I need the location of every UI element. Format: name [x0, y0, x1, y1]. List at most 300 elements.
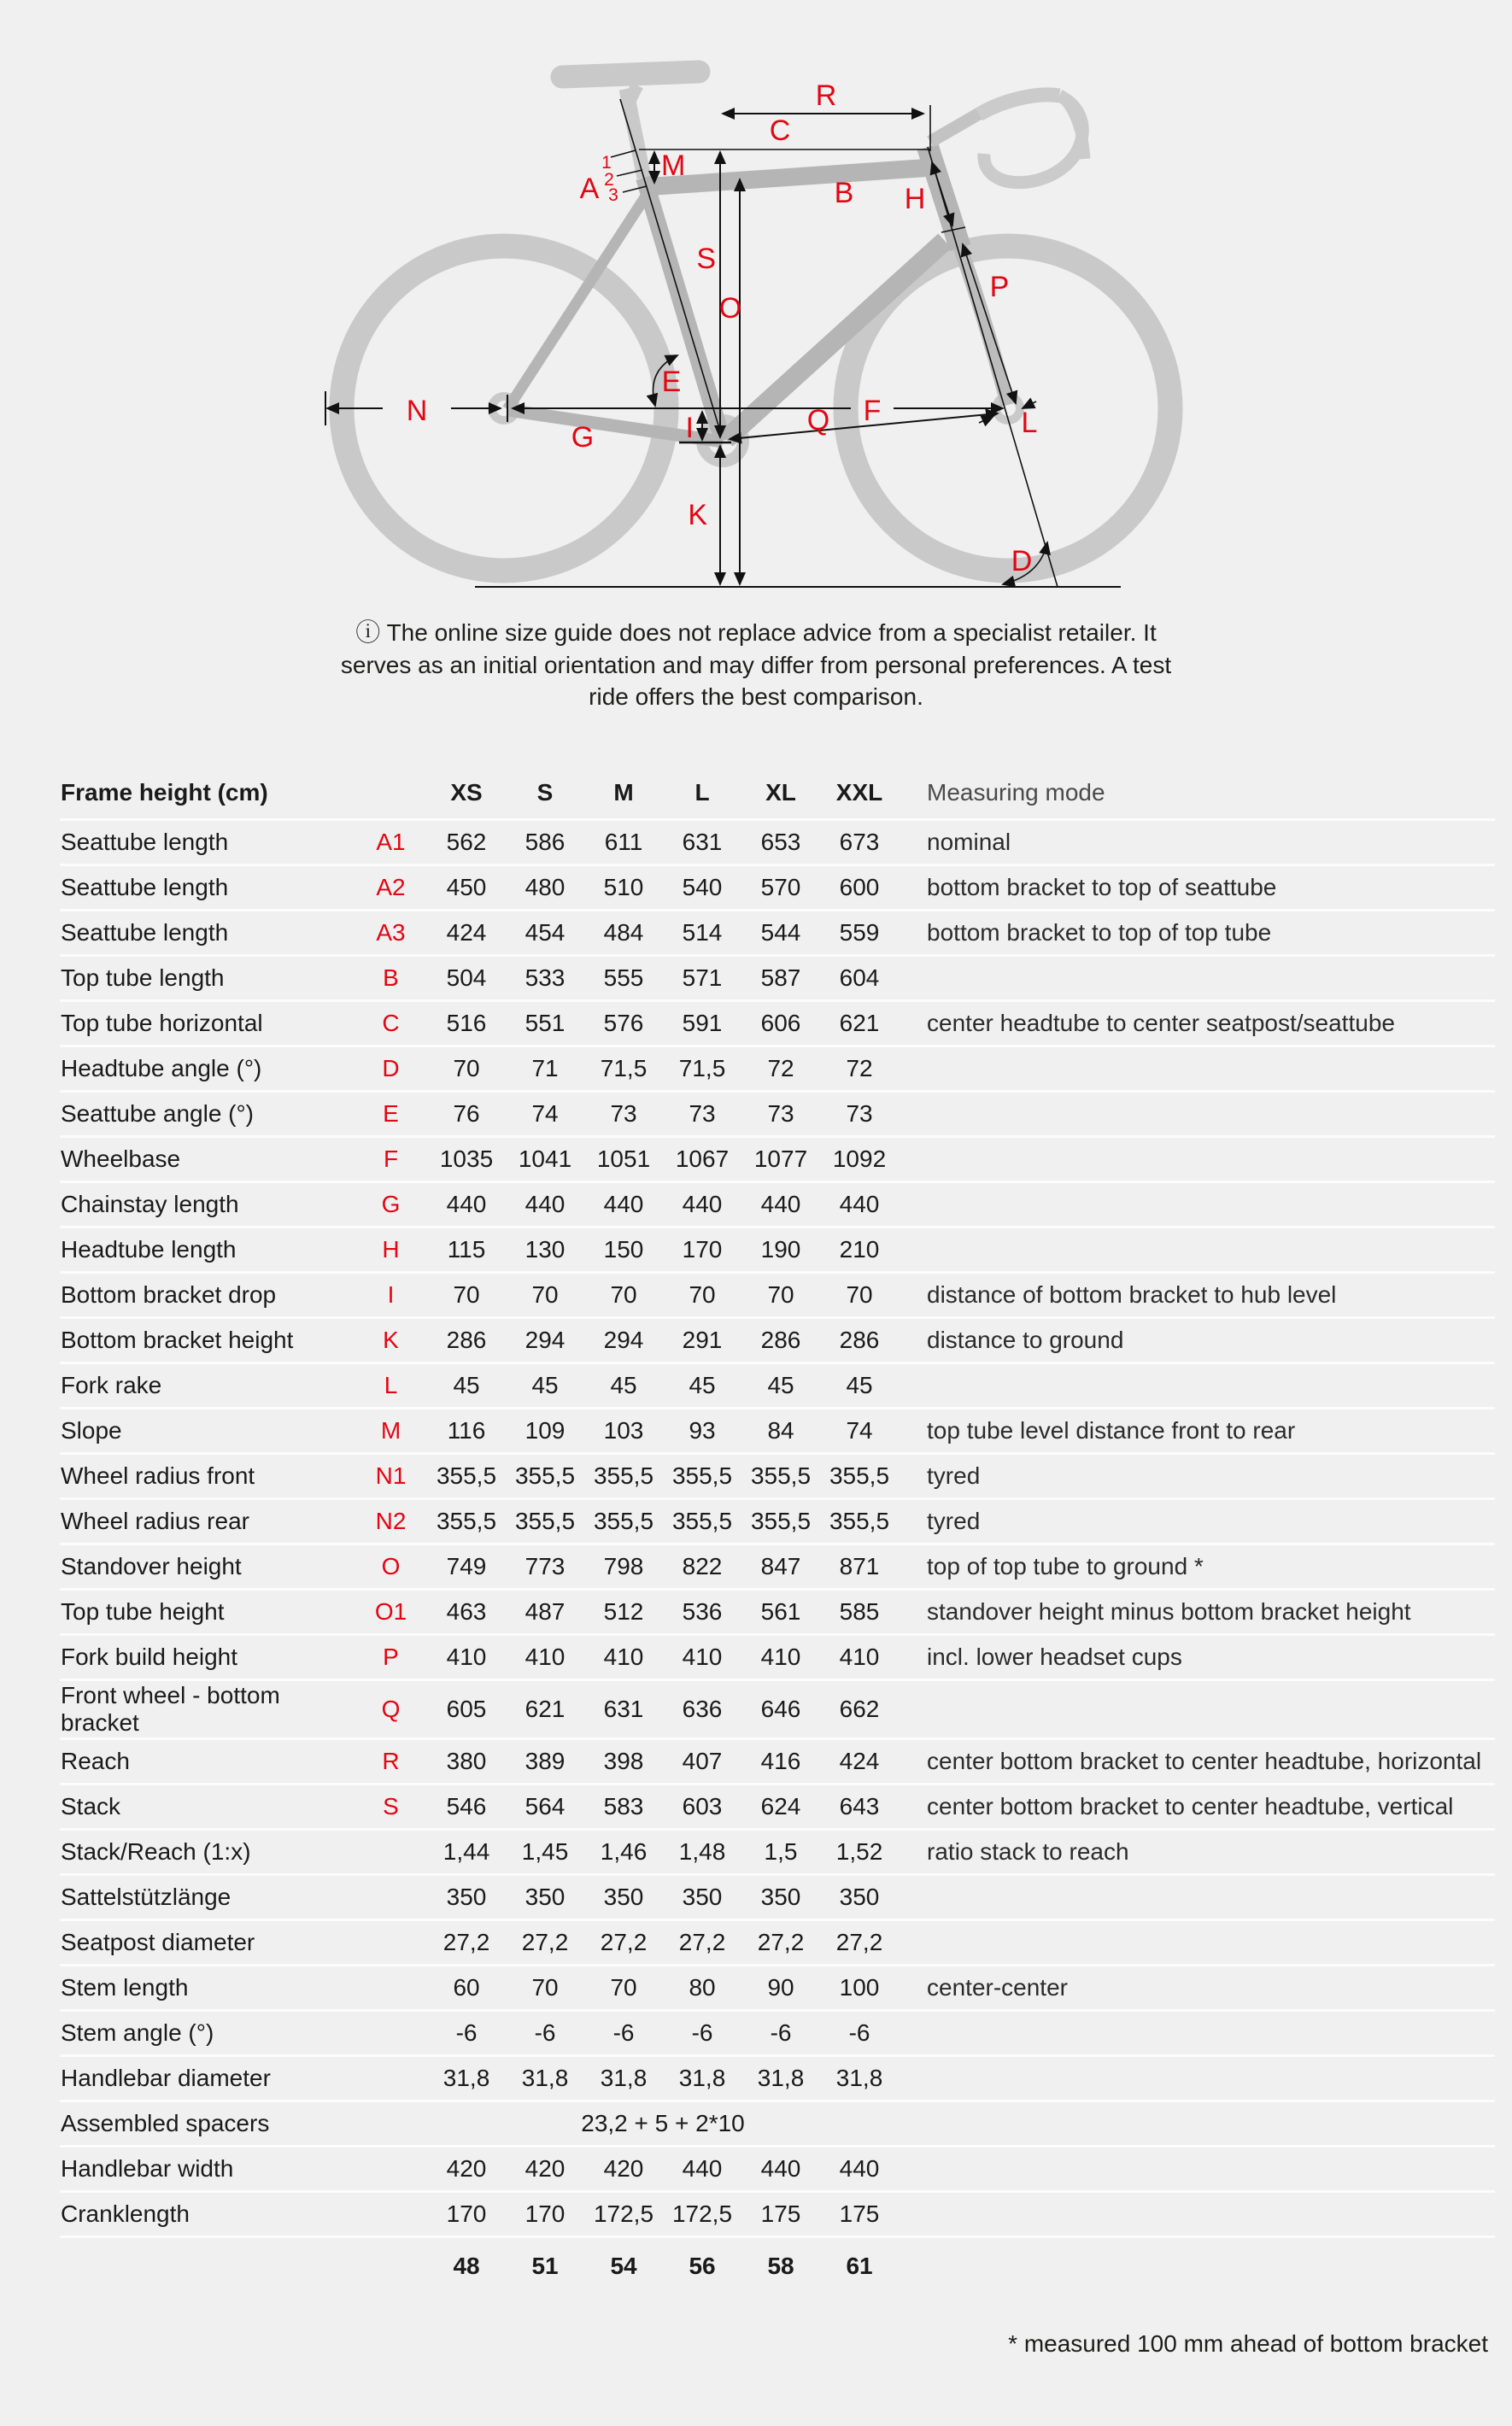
footer-empty-code — [355, 2237, 427, 2295]
row-value: 355,5 — [514, 1462, 576, 1489]
row-value: 355,5 — [436, 1462, 497, 1489]
row-value: 600 — [839, 874, 880, 900]
row-measuring-mode — [899, 956, 1495, 1001]
row-value: 514 — [682, 919, 723, 946]
row-value: 822 — [682, 1553, 723, 1579]
row-label: Wheel radius front — [61, 1462, 255, 1489]
info-icon: ⓘ — [355, 619, 381, 647]
row-value: -6 — [691, 2019, 713, 2046]
table-row — [60, 1920, 1495, 1966]
row-value: 749 — [446, 1553, 487, 1579]
row-value: 440 — [446, 1191, 487, 1217]
row-label: Slope — [61, 1417, 122, 1444]
label-A2-digit: 2 — [604, 170, 614, 190]
row-code: R — [382, 1748, 400, 1774]
row-measuring-mode: center headtube to center seatpost/seattube — [927, 1010, 1395, 1036]
row-value: 74 — [531, 1100, 559, 1127]
row-value: 150 — [603, 1236, 644, 1263]
row-value: 355,5 — [750, 1508, 812, 1534]
table-row — [60, 2056, 1495, 2101]
row-code — [355, 2147, 427, 2192]
row-label: Seattube length — [61, 919, 229, 946]
row-value: -6 — [848, 2019, 870, 2046]
row-value: 605 — [446, 1696, 487, 1722]
saddle — [562, 72, 699, 77]
table-row — [60, 1875, 1495, 1920]
bike-silhouette — [342, 72, 1170, 571]
label-L: L — [1021, 407, 1038, 439]
row-value: 1,52 — [835, 1838, 883, 1865]
row-label: Seattube length — [61, 874, 229, 900]
row-value: 45 — [610, 1372, 637, 1398]
row-value: 60 — [453, 1974, 480, 2001]
label-S: S — [696, 243, 716, 275]
row-value: 27,2 — [521, 1929, 569, 1955]
row-value: 416 — [760, 1748, 801, 1774]
row-value: 585 — [839, 1598, 880, 1625]
row-value: 45 — [846, 1372, 873, 1398]
row-value: 440 — [682, 2155, 723, 2182]
row-value: 440 — [839, 1191, 880, 1217]
row-value: 440 — [760, 2155, 801, 2182]
row-measuring-mode: top of top tube to ground * — [927, 1553, 1204, 1579]
row-code: F — [383, 1146, 399, 1172]
row-label: Seattube angle (°) — [61, 1100, 255, 1127]
row-value: 587 — [760, 964, 801, 991]
row-measuring-mode — [899, 2192, 1495, 2237]
row-measuring-mode — [899, 1182, 1495, 1228]
table-row — [60, 1966, 1495, 2011]
row-value: 561 — [760, 1598, 801, 1625]
bike-geometry-diagram — [0, 5, 1512, 603]
row-value: 440 — [525, 1191, 566, 1217]
row-value: 70 — [610, 1281, 637, 1308]
label-F: F — [863, 395, 882, 427]
row-value: 286 — [446, 1327, 487, 1353]
row-code: C — [382, 1010, 400, 1036]
row-value: 424 — [446, 919, 487, 946]
row-measuring-mode: nominal — [927, 829, 1011, 855]
row-value: 1,48 — [678, 1838, 726, 1865]
row-code: B — [383, 964, 399, 991]
label-N: N — [406, 395, 428, 427]
table-row — [60, 1499, 1495, 1544]
label-Q: Q — [806, 404, 830, 437]
row-value: 512 — [603, 1598, 644, 1625]
row-code — [355, 2011, 427, 2056]
row-label: Headtube length — [61, 1236, 237, 1263]
seatpost — [626, 89, 644, 178]
row-value: 463 — [446, 1598, 487, 1625]
row-measuring-mode — [899, 2101, 1495, 2147]
label-D: D — [1011, 545, 1033, 577]
row-value: 440 — [760, 1191, 801, 1217]
row-value: 70 — [689, 1281, 716, 1308]
row-label: Handlebar width — [61, 2155, 234, 2182]
row-value: 533 — [525, 964, 566, 991]
row-value: 636 — [682, 1696, 723, 1722]
row-measuring-mode — [899, 1680, 1495, 1739]
row-value: 70 — [767, 1281, 794, 1308]
row-code: A1 — [376, 829, 406, 855]
row-label: Stem angle (°) — [61, 2019, 214, 2046]
row-code: N1 — [375, 1462, 407, 1489]
row-value: 653 — [760, 829, 801, 855]
row-code — [355, 1830, 427, 1875]
table-row — [60, 1363, 1495, 1409]
row-measuring-mode: bottom bracket to top of top tube — [927, 919, 1272, 946]
row-value: 516 — [446, 1010, 487, 1036]
row-label: Front wheel - bottom bracket — [61, 1682, 280, 1736]
row-value: 355,5 — [593, 1508, 654, 1534]
row-value: 871 — [839, 1553, 880, 1579]
row-value: 586 — [525, 829, 566, 855]
row-value: 773 — [525, 1553, 566, 1579]
row-value: 350 — [603, 1884, 644, 1910]
row-measuring-mode: center bottom bracket to center headtube, horizontal — [927, 1748, 1482, 1774]
row-value: 611 — [604, 829, 643, 855]
row-value: 175 — [760, 2200, 801, 2227]
row-value: 410 — [603, 1644, 644, 1670]
row-value: 450 — [446, 874, 487, 900]
row-value: 71 — [531, 1055, 559, 1081]
row-value: 45 — [531, 1372, 559, 1398]
row-value: 70 — [846, 1281, 873, 1308]
row-code: P — [383, 1644, 399, 1670]
row-value: 504 — [446, 964, 487, 991]
row-code: M — [380, 1417, 401, 1444]
table-row — [60, 1830, 1495, 1875]
row-label: Seattube length — [61, 829, 229, 855]
row-value: 420 — [603, 2155, 644, 2182]
row-value: 555 — [603, 964, 644, 991]
row-value: 410 — [760, 1644, 801, 1670]
row-code — [355, 1920, 427, 1966]
row-value: 170 — [682, 1236, 723, 1263]
row-value: 286 — [839, 1327, 880, 1353]
row-value: 286 — [760, 1327, 801, 1353]
row-code: S — [383, 1793, 399, 1820]
table-row — [60, 1635, 1495, 1680]
row-measuring-mode — [899, 2147, 1495, 2192]
row-value: 380 — [446, 1748, 487, 1774]
column-header-l: L — [694, 779, 710, 806]
label-E: E — [661, 366, 682, 398]
table-row — [60, 820, 1495, 865]
row-value: 606 — [760, 1010, 801, 1036]
stem — [930, 114, 979, 142]
label-A: A — [579, 173, 600, 205]
row-value: 116 — [447, 1417, 486, 1444]
row-label: Chainstay length — [61, 1191, 239, 1217]
row-code: G — [381, 1191, 401, 1217]
row-value: 454 — [525, 919, 566, 946]
frame-size-value: 51 — [531, 2253, 559, 2279]
row-value: 646 — [760, 1696, 801, 1722]
row-measuring-mode — [899, 2056, 1495, 2101]
row-value: 73 — [767, 1100, 794, 1127]
row-value: 109 — [525, 1417, 566, 1444]
label-B: B — [834, 177, 854, 209]
row-value: 1077 — [753, 1146, 808, 1172]
row-value: 76 — [453, 1100, 480, 1127]
row-value: 71,5 — [600, 1055, 648, 1081]
row-measuring-mode — [899, 1363, 1495, 1409]
row-code: N2 — [375, 1508, 407, 1534]
label-A1-digit: 1 — [601, 153, 612, 173]
table-row — [60, 2192, 1495, 2237]
dim-P — [963, 244, 1016, 403]
row-code: O — [381, 1553, 401, 1579]
row-value: 170 — [446, 2200, 487, 2227]
column-header-s: S — [536, 779, 554, 806]
row-value: 559 — [839, 919, 880, 946]
row-value: 45 — [767, 1372, 794, 1398]
row-value: 70 — [453, 1281, 480, 1308]
row-value: 31,8 — [678, 2065, 726, 2091]
row-value: 604 — [839, 964, 880, 991]
row-value: 291 — [682, 1327, 723, 1353]
dim-L-left — [979, 416, 993, 423]
label-I: I — [685, 412, 694, 444]
frame-size-value: 48 — [453, 2253, 480, 2279]
row-measuring-mode: center-center — [927, 1974, 1068, 2001]
table-row — [60, 1273, 1495, 1318]
row-value: 583 — [603, 1793, 644, 1820]
table-row — [60, 1409, 1495, 1454]
row-value: 294 — [603, 1327, 644, 1353]
row-value: -6 — [612, 2019, 635, 2046]
frame-size-value: 54 — [610, 2253, 637, 2279]
row-value: 355,5 — [829, 1508, 890, 1534]
row-value: 576 — [603, 1010, 644, 1036]
row-value: 355,5 — [593, 1462, 654, 1489]
row-value: 93 — [689, 1417, 716, 1444]
row-value: 170 — [525, 2200, 566, 2227]
row-value: 562 — [446, 829, 487, 855]
row-measuring-mode — [899, 1228, 1495, 1273]
row-value: 410 — [446, 1644, 487, 1670]
table-row — [60, 1454, 1495, 1499]
row-value: 643 — [839, 1793, 880, 1820]
row-value: 621 — [839, 1010, 880, 1036]
row-value: 172,5 — [593, 2200, 654, 2227]
row-value: 540 — [682, 874, 723, 900]
table-row — [60, 911, 1495, 956]
row-value: 571 — [682, 964, 723, 991]
row-label: Wheel radius rear — [61, 1508, 249, 1534]
table-row — [60, 1046, 1495, 1092]
row-value: -6 — [534, 2019, 556, 2046]
note-text: The online size guide does not replace advice from a specialist retailer. It serves as an initial orientation and may differ from personal preferences. A test ride offers the best comparison. — [340, 619, 1172, 710]
row-measuring-mode — [899, 1046, 1495, 1092]
row-value: 103 — [603, 1417, 644, 1444]
steering-axis — [928, 147, 1058, 587]
row-value: 551 — [525, 1010, 566, 1036]
row-value: 350 — [760, 1884, 801, 1910]
row-value: 487 — [525, 1598, 566, 1625]
row-value: -6 — [455, 2019, 478, 2046]
row-value: 484 — [603, 919, 644, 946]
label-C: C — [769, 114, 791, 147]
row-value: 70 — [531, 1281, 559, 1308]
row-value: 71,5 — [678, 1055, 726, 1081]
row-label: Fork rake — [61, 1372, 162, 1398]
row-value: 74 — [846, 1417, 873, 1444]
row-value: 355,5 — [436, 1508, 497, 1534]
row-measuring-mode — [899, 1920, 1495, 1966]
row-value: 70 — [610, 1974, 637, 2001]
row-value: 1,45 — [521, 1838, 569, 1865]
row-value: 631 — [682, 829, 723, 855]
row-value: 1,5 — [764, 1838, 798, 1865]
row-measuring-mode — [899, 1137, 1495, 1182]
row-value: 72 — [846, 1055, 873, 1081]
row-code: A2 — [376, 874, 406, 900]
row-label: Stem length — [61, 1974, 189, 2001]
row-value: -6 — [770, 2019, 792, 2046]
row-code: Q — [381, 1696, 401, 1722]
row-value: 70 — [531, 1974, 559, 2001]
row-value: 72 — [767, 1055, 794, 1081]
column-header-m: M — [613, 779, 634, 806]
row-value: 350 — [839, 1884, 880, 1910]
row-value: 1041 — [518, 1146, 572, 1172]
row-value: 1067 — [675, 1146, 730, 1172]
row-label: Cranklength — [61, 2200, 190, 2227]
row-label: Bottom bracket height — [61, 1327, 294, 1353]
row-value: 407 — [682, 1748, 723, 1774]
label-R: R — [815, 79, 837, 112]
top-tube — [642, 167, 933, 187]
row-value: 172,5 — [671, 2200, 733, 2227]
footer-empty-mode — [899, 2237, 1495, 2295]
column-header-frame-height: Frame height (cm) — [61, 779, 268, 806]
row-value: 564 — [525, 1793, 566, 1820]
row-code: L — [384, 1372, 398, 1398]
row-measuring-mode — [899, 1875, 1495, 1920]
row-value: 510 — [603, 874, 644, 900]
row-value: 350 — [446, 1884, 487, 1910]
row-value: 27,2 — [757, 1929, 805, 1955]
table-row — [60, 1182, 1495, 1228]
row-measuring-mode: tyred — [927, 1508, 981, 1534]
row-value: 70 — [453, 1055, 480, 1081]
row-value: 73 — [689, 1100, 716, 1127]
row-label: Reach — [61, 1748, 130, 1774]
table-row — [60, 1318, 1495, 1363]
row-value: 420 — [446, 2155, 487, 2182]
table-row — [60, 1784, 1495, 1830]
row-value: 115 — [447, 1236, 486, 1263]
table-row — [60, 1544, 1495, 1590]
row-measuring-mode — [899, 1092, 1495, 1137]
row-label: Assembled spacers — [61, 2110, 270, 2136]
label-M: M — [661, 149, 686, 182]
frame-size-value: 61 — [846, 2253, 873, 2279]
row-value: 190 — [760, 1236, 801, 1263]
table-row — [60, 1590, 1495, 1635]
row-value: 90 — [767, 1974, 794, 2001]
table-row — [60, 865, 1495, 911]
row-value: 31,8 — [521, 2065, 569, 2091]
column-header-xxl: XXL — [835, 779, 883, 806]
row-value: 424 — [839, 1748, 880, 1774]
bike-geometry-svg — [0, 5, 1512, 603]
row-value: 355,5 — [829, 1462, 890, 1489]
label-H: H — [904, 183, 926, 215]
row-value: 31,8 — [757, 2065, 805, 2091]
dimension-lines — [325, 99, 1121, 587]
row-value: 798 — [603, 1553, 644, 1579]
table-row — [60, 1137, 1495, 1182]
table-row — [60, 2147, 1495, 2192]
row-value: 440 — [603, 1191, 644, 1217]
row-value: 398 — [603, 1748, 644, 1774]
table-row — [60, 956, 1495, 1001]
row-measuring-mode: bottom bracket to top of seattube — [927, 874, 1277, 900]
row-code — [355, 1966, 427, 2011]
row-value: 440 — [839, 2155, 880, 2182]
label-O: O — [718, 292, 742, 325]
row-value: 355,5 — [671, 1508, 733, 1534]
row-value: 480 — [525, 874, 566, 900]
row-value: 175 — [839, 2200, 880, 2227]
column-header-xs: XS — [450, 779, 483, 806]
row-label: Top tube horizontal — [61, 1010, 263, 1036]
row-value: 73 — [846, 1100, 873, 1127]
row-value: 591 — [682, 1010, 723, 1036]
row-value: 350 — [525, 1884, 566, 1910]
label-P: P — [989, 271, 1010, 303]
row-value: 631 — [603, 1696, 644, 1722]
row-value: 673 — [839, 829, 880, 855]
row-code — [355, 2056, 427, 2101]
row-value: 1,46 — [600, 1838, 648, 1865]
row-measuring-mode: tyred — [927, 1462, 981, 1489]
row-value: 27,2 — [600, 1929, 648, 1955]
row-code: I — [387, 1281, 395, 1308]
row-value: 389 — [525, 1748, 566, 1774]
row-measuring-mode: top tube level distance front to rear — [927, 1417, 1296, 1444]
row-code: A3 — [376, 919, 406, 946]
row-value: 410 — [682, 1644, 723, 1670]
row-value: 1051 — [596, 1146, 651, 1172]
table-row — [60, 1001, 1495, 1046]
row-value: 73 — [610, 1100, 637, 1127]
table-row — [60, 1228, 1495, 1273]
table-header-row — [60, 767, 1495, 820]
row-value: 420 — [525, 2155, 566, 2182]
row-label: Wheelbase — [61, 1146, 181, 1172]
row-label: Top tube height — [61, 1598, 225, 1625]
row-value: 536 — [682, 1598, 723, 1625]
row-label: Headtube angle (°) — [61, 1055, 262, 1081]
row-label: Sattelstützlänge — [61, 1884, 231, 1910]
table-row — [60, 1092, 1495, 1137]
footer-empty-label — [60, 2237, 355, 2295]
table-row — [60, 1680, 1495, 1739]
label-G: G — [571, 421, 595, 454]
row-value: 84 — [767, 1417, 794, 1444]
row-label: Handlebar diameter — [61, 2065, 271, 2091]
row-label: Seatpost diameter — [61, 1929, 255, 1955]
row-value: 603 — [682, 1793, 723, 1820]
row-value: 294 — [525, 1327, 566, 1353]
row-value: 27,2 — [442, 1929, 490, 1955]
dim-A1-tick — [611, 150, 636, 157]
row-value: 100 — [839, 1974, 880, 2001]
